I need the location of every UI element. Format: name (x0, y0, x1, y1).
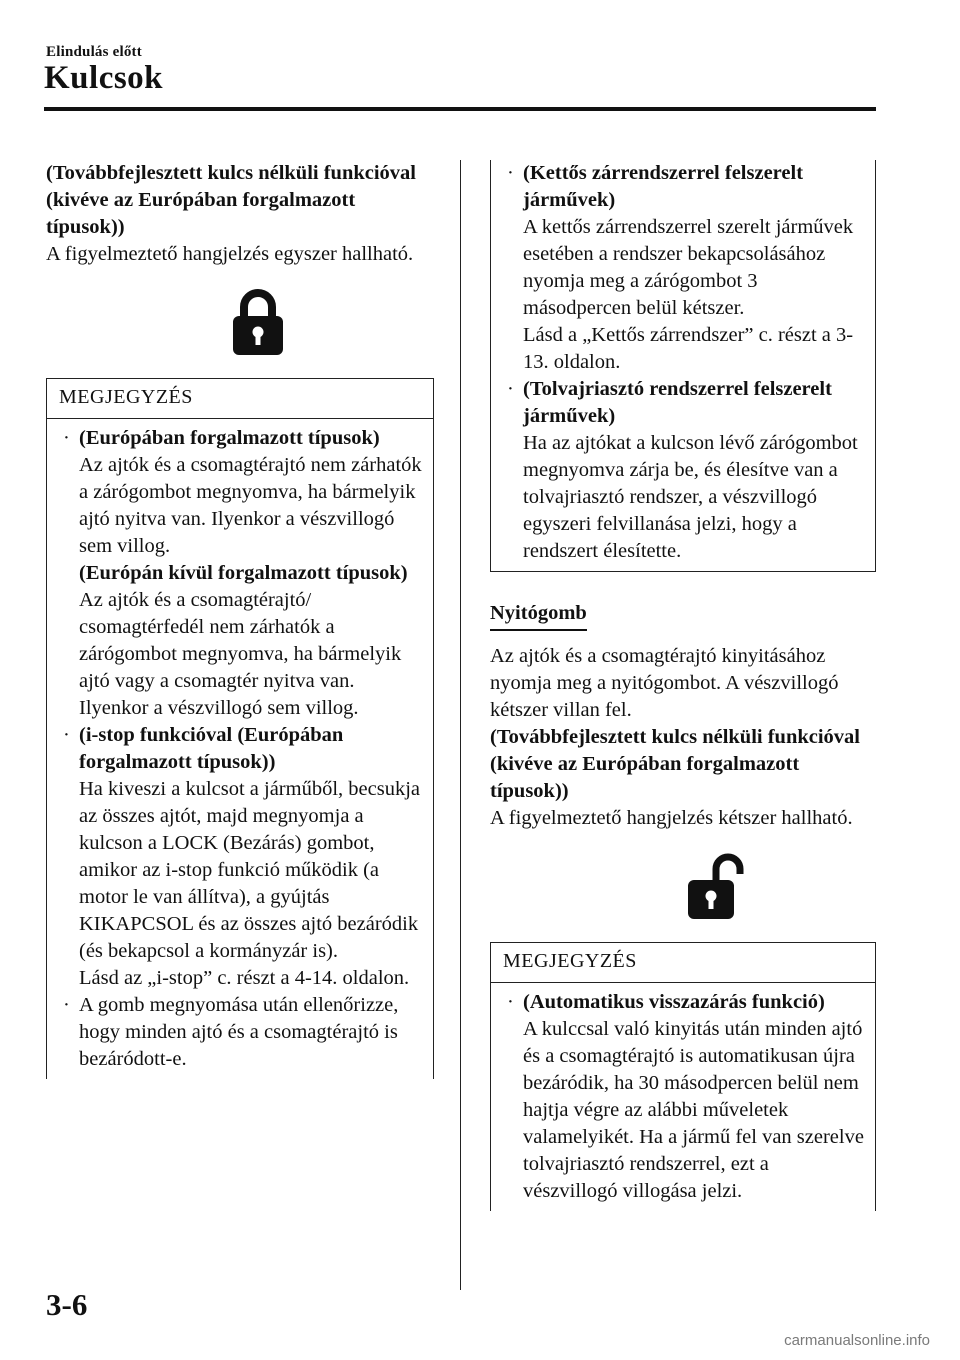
note-item-heading: (Európán kívül forgalmazott típusok) (79, 562, 408, 584)
note-box-right (490, 942, 876, 1211)
note-item-theft-alarm (501, 376, 865, 565)
note-item-text: Ha az ajtókat a kulcson lévő zárógombot megnyomva zárja be, és élesítve van a tolvajriasztó rendszer, a vészvillogó egyszeri felvillanása jelzi, hogy a rendszert élesítette. (523, 432, 858, 562)
section-label: Elindulás előtt (46, 44, 142, 60)
page-title: Kulcsok (44, 60, 164, 96)
note-item-europe (57, 425, 423, 722)
locked-padlock-icon (46, 286, 434, 356)
left-column (46, 160, 434, 1079)
note-item-heading: (i-stop funkcióval (Európában forgalmazott típusok)) (79, 724, 344, 773)
note-item-double-lock (501, 160, 865, 376)
unlock-section-heading: Nyitógomb (490, 600, 587, 631)
note-item-text: Az ajtók és a csomagtérajtó nem zárhatók a zárógombot megnyomva, ha bármelyik ajtó nyitva van. Ilyenkor a vészvillogó sem villog. (79, 454, 422, 557)
bullet-icon: · (507, 991, 514, 1013)
note-title: MEGJEGYZÉS (47, 379, 433, 419)
note-item-text: Ha kiveszi a kulcsot a járműből, becsukja az összes ajtót, majd megnyomja a kulcson a LOCK (Bezárás) gombot, amikor az i-stop funkció működik (a motor le van állítva), a gyújtás KIKAPCSOL és az összes ajtó bezáródik (és bekapcsol a kormányzár is). (79, 778, 420, 962)
note-box-left (46, 378, 434, 1079)
note-box-continued (490, 160, 876, 572)
header-rule (44, 107, 876, 111)
note-item-reference: Lásd a „Kettős zárrendszer” c. részt a 3-13. oldalon. (523, 324, 854, 373)
note-item-auto-relock (501, 989, 865, 1205)
watermark: carmanualsonline.info (784, 1332, 930, 1349)
keyless-lock-text: A figyelmeztető hangjelzés egyszer hallható. (46, 243, 414, 265)
unlocked-padlock-icon (490, 850, 876, 920)
note-item-istop (57, 722, 423, 992)
bullet-icon: · (63, 427, 70, 449)
right-column (490, 160, 876, 1211)
note-item-text: A kulccsal való kinyitás után minden ajtó és a csomagtérajtó is automatikusan újra bezáródik, ha 30 másodpercen belül nem hajtja végre az alábbi műveletek valamelyikét. Ha a jármű fel van szerelve tolvajriasztó rendszerrel, ezt a vészvillogó villogása jelzi. (523, 1018, 864, 1202)
bullet-icon: · (63, 994, 70, 1016)
note-item-reference: Lásd az „i-stop” c. részt a 4-14. oldalon. (79, 967, 410, 989)
unlock-section-text: Az ajtók és a csomagtérajtó kinyitásához nyomja meg a nyitógombot. A vészvillogó kétszer villan fel. (490, 645, 839, 721)
keyless-unlock-heading: (Továbbfejlesztett kulcs nélküli funkcióval (kivéve az Európában forgalmazott típusok)) (490, 726, 860, 802)
note-item-text: Az ajtók és a csomagtérajtó/ csomagtérfedél nem zárhatók a zárógombot megnyomva, ha bármelyik ajtó vagy a csomagtér nyitva van. Ilyenkor a vészvillogó sem villog. (79, 589, 402, 719)
bullet-icon: · (507, 162, 514, 184)
note-item-check-doors (57, 992, 423, 1073)
note-item-text: A gomb megnyomása után ellenőrizze, hogy minden ajtó és a csomagtérajtó is bezáródott-e. (79, 994, 399, 1070)
note-item-heading: (Automatikus visszazárás funkció) (523, 991, 825, 1013)
note-item-heading: (Kettős zárrendszerrel felszerelt járművek) (523, 162, 804, 211)
keyless-lock-heading: (Továbbfejlesztett kulcs nélküli funkcióval (kivéve az Európában forgalmazott típusok)) (46, 162, 416, 238)
note-title: MEGJEGYZÉS (491, 943, 875, 983)
note-item-heading: (Európában forgalmazott típusok) (79, 427, 380, 449)
page-number: 3-6 (46, 1287, 88, 1322)
note-item-heading: (Tolvajriasztó rendszerrel felszerelt járművek) (523, 378, 832, 427)
column-divider (460, 160, 461, 1290)
bullet-icon: · (507, 378, 514, 400)
note-item-text: A kettős zárrendszerrel szerelt járművek esetében a rendszer bekapcsolásához nyomja meg a zárógombot 3 másodpercen belül kétszer. (523, 216, 854, 319)
keyless-unlock-text: A figyelmeztető hangjelzés kétszer hallható. (490, 807, 853, 829)
bullet-icon: · (63, 724, 70, 746)
